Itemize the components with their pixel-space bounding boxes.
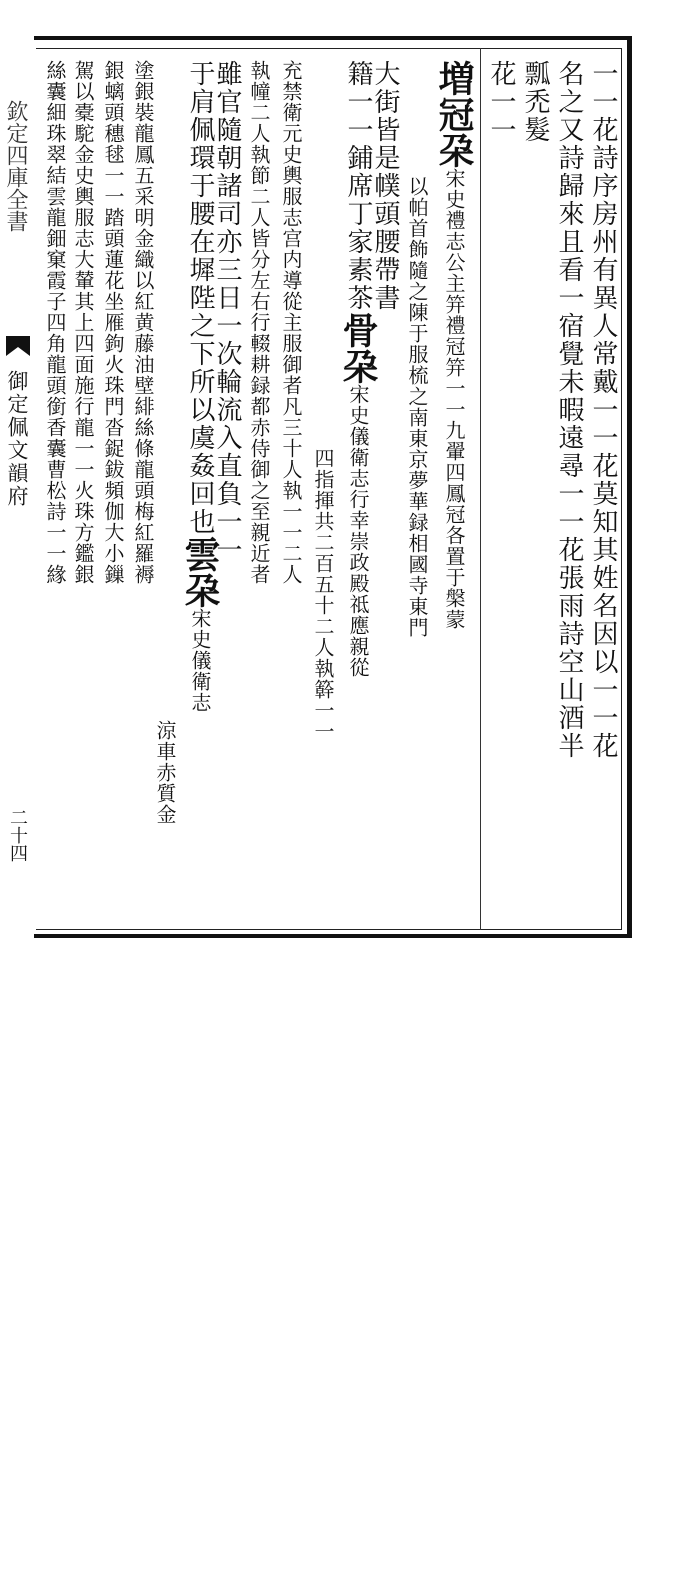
column-text: 絲囊細珠翠結雲龍鈿窠霞子四角龍頭銜香囊曹松詩一一緣 bbox=[43, 60, 67, 585]
column-rule bbox=[480, 48, 481, 930]
column-text: 名之又詩歸來且看一宿覺未暇遠尋一一花張雨詩空山酒半 bbox=[554, 60, 584, 760]
page-number: 二十四 bbox=[7, 808, 28, 862]
entry-heading: 雲朶 bbox=[179, 536, 221, 608]
column-text: 籍一一鋪席丁家素茶 bbox=[343, 60, 373, 312]
series-title: 御定佩文韻府 bbox=[5, 370, 29, 508]
column-text: 充禁衛元史輿服志宫内導從主服御者凡三十人執一一二人 bbox=[279, 60, 303, 585]
text-column-4 bbox=[488, 60, 514, 918]
text-column-11 bbox=[246, 60, 272, 918]
text-column-15 bbox=[130, 60, 156, 918]
book-title: 欽定四庫全書 bbox=[3, 100, 28, 232]
fishtail-mark-icon bbox=[6, 336, 30, 356]
text-column-10 bbox=[278, 60, 304, 918]
text-column-3 bbox=[522, 60, 548, 918]
column-text: 四指揮共二百五十二人執簳一一 bbox=[311, 448, 335, 742]
text-column-2 bbox=[556, 60, 582, 918]
column-text: 駕以橐駝金史輿服志大輦其上四面施行龍一一火珠方鑑銀 bbox=[71, 60, 95, 585]
column-text: 銀螭頭穗毬一一踏頭蓮花坐雁鉤火珠門沓鋜鈸頻伽大小鏁 bbox=[101, 60, 125, 585]
column-text: 花一一 bbox=[486, 60, 516, 144]
text-column-1 bbox=[590, 60, 616, 918]
column-text: 瓢禿髮 bbox=[520, 60, 550, 144]
column-text: 宋史禮志公主笄禮冠笄一一九翬四鳳冠各置于槃蒙 bbox=[442, 168, 466, 630]
column-text: 大街皆是幞頭腰帶書 bbox=[370, 60, 400, 312]
column-text: 以帕首飾隨之陳于服梳之南東京夢華録相國寺東門 bbox=[405, 176, 429, 638]
column-text: 涼車赤質金 bbox=[153, 720, 177, 825]
column-text: 雖官隨朝諸司亦三日一次輪流入直負一一 bbox=[212, 60, 242, 564]
text-column-5 bbox=[433, 60, 475, 918]
column-text: 一一花詩序房州有異人常戴一一花莫知其姓名因以一一花 bbox=[588, 60, 618, 760]
column-text: 塗銀裝龍鳳五采明金織以紅黄藤油壁緋絲條龍頭梅紅羅褥 bbox=[131, 60, 155, 585]
column-text: 于肩佩環于腰在墀陛之下所以虞姦回也 bbox=[185, 60, 215, 536]
text-column-6 bbox=[404, 176, 430, 1034]
text-column-8 bbox=[337, 60, 379, 918]
text-column-18 bbox=[42, 60, 68, 918]
book-margin bbox=[0, 40, 34, 940]
column-text: 宋史儀衛志行幸崇政殿祗應親從 bbox=[346, 384, 370, 678]
entry-heading: 増冠朶 bbox=[433, 60, 475, 168]
text-column-17 bbox=[70, 60, 96, 918]
column-text: 執幢二人執節二人皆分左右行輟耕録都赤侍御之至親近者 bbox=[247, 60, 271, 585]
text-column-9 bbox=[310, 448, 336, 1306]
column-text: 宋史儀衛志 bbox=[188, 608, 212, 713]
entry-heading: 骨朶 bbox=[337, 312, 379, 384]
text-column-16 bbox=[100, 60, 126, 918]
text-column-13 bbox=[179, 60, 221, 918]
